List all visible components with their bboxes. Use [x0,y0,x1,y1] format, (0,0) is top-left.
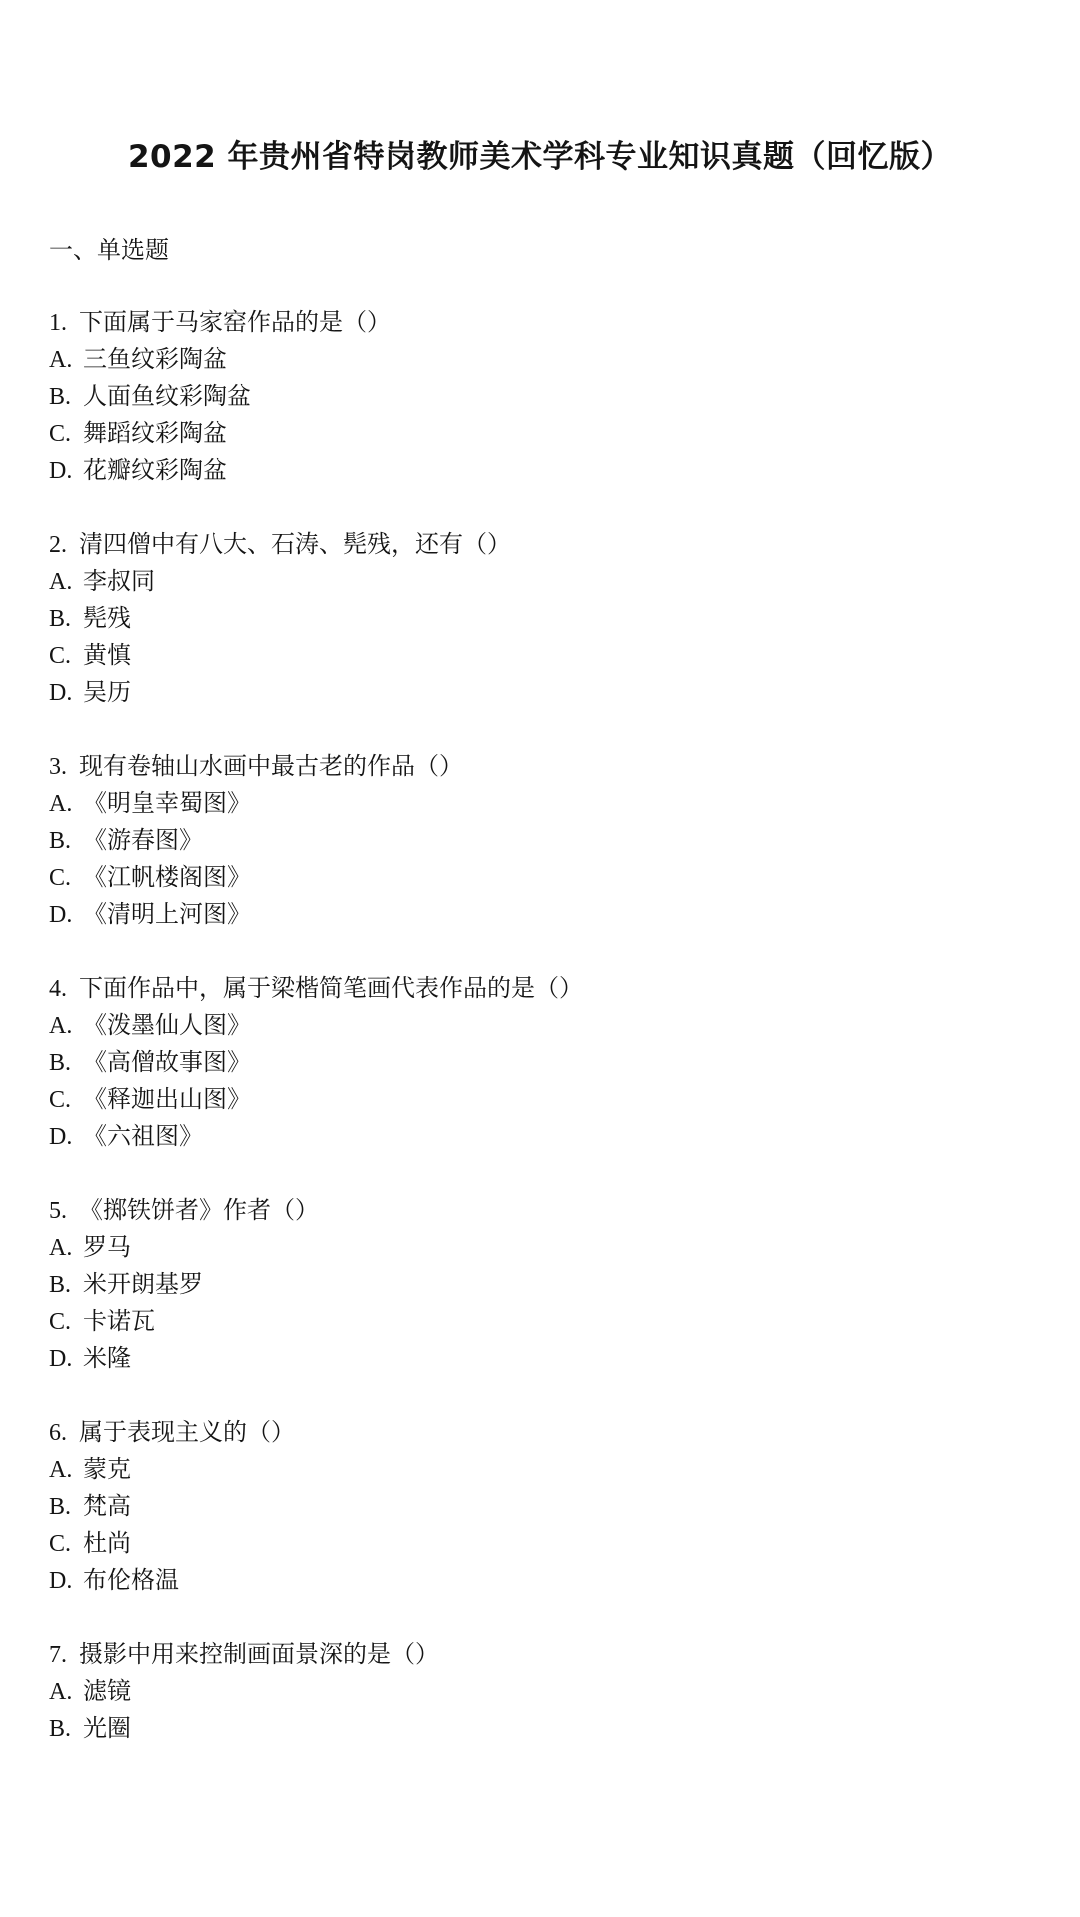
question-item [49,970,1049,1155]
question-stem [49,1636,1049,1673]
option-letter: D. [49,902,73,928]
answer-option [49,378,1049,415]
answer-option [49,341,1049,378]
question-stem [49,1414,1049,1451]
answer-option [49,1340,1049,1377]
answer-option [49,563,1049,600]
option-letter: A. [49,1013,73,1039]
question-stem [49,1192,1049,1229]
answer-option [49,859,1049,896]
answer-option [49,1562,1049,1599]
question-item [49,526,1049,711]
option-letter: D. [49,1568,73,1594]
option-letter: A. [49,1235,73,1261]
option-letter: D. [49,680,73,706]
answer-option [49,1673,1049,1710]
option-text: 《江帆楼阁图》 [83,863,251,891]
answer-option [49,1303,1049,1340]
option-letter: B. [49,1716,72,1742]
option-text: 李叔同 [83,567,155,595]
option-letter: C. [49,421,72,447]
option-text: 黄慎 [83,641,131,669]
option-letter: C. [49,1087,72,1113]
question-text: 《掷铁饼者》作者（） [79,1196,319,1224]
answer-option [49,822,1049,859]
question-number: 6. [49,1420,67,1446]
answer-option [49,896,1049,933]
option-text: 米开朗基罗 [83,1270,203,1298]
option-text: 蒙克 [83,1455,131,1483]
option-text: 吴历 [83,678,131,706]
option-letter: C. [49,643,72,669]
option-text: 《释迦出山图》 [83,1085,251,1113]
answer-option [49,785,1049,822]
option-text: 罗马 [83,1233,131,1261]
option-letter: B. [49,384,72,410]
question-text: 摄影中用来控制画面景深的是（） [79,1640,439,1668]
question-item [49,304,1049,489]
question-number: 3. [49,754,67,780]
option-text: 三鱼纹彩陶盆 [83,345,227,373]
question-number: 5. [49,1198,67,1224]
option-text: 光圈 [83,1714,131,1742]
option-text: 《高僧故事图》 [83,1048,251,1076]
option-text: 《泼墨仙人图》 [83,1011,251,1039]
answer-option [49,415,1049,452]
option-letter: B. [49,1272,72,1298]
option-letter: A. [49,1679,73,1705]
option-text: 花瓣纹彩陶盆 [83,456,227,484]
question-item [49,1414,1049,1599]
document-title: 2022 年贵州省特岗教师美术学科专业知识真题（回忆版） [127,139,953,175]
question-text: 清四僧中有八大、石涛、髡残，还有（） [79,530,511,558]
option-text: 卡诺瓦 [83,1307,155,1335]
option-text: 布伦格温 [83,1566,179,1594]
answer-option [49,600,1049,637]
option-letter: D. [49,1124,73,1150]
section-heading: 一、单选题 [49,236,169,264]
option-text: 舞蹈纹彩陶盆 [83,419,227,447]
option-text: 《清明上河图》 [83,900,251,928]
option-text: 《游春图》 [83,826,203,854]
answer-option [49,1710,1049,1747]
option-letter: A. [49,569,73,595]
question-text: 现有卷轴山水画中最古老的作品（） [79,752,463,780]
option-letter: C. [49,865,72,891]
answer-option [49,1118,1049,1155]
question-item [49,1636,1049,1747]
option-letter: A. [49,347,73,373]
option-text: 髡残 [83,604,131,632]
question-stem [49,526,1049,563]
option-text: 梵高 [83,1492,131,1520]
answer-option [49,1007,1049,1044]
option-letter: B. [49,1050,72,1076]
answer-option [49,637,1049,674]
option-text: 人面鱼纹彩陶盆 [83,382,251,410]
question-stem [49,304,1049,341]
option-letter: D. [49,1346,73,1372]
question-stem [49,970,1049,1007]
answer-option [49,674,1049,711]
option-letter: D. [49,458,73,484]
question-number: 4. [49,976,67,1002]
option-text: 杜尚 [83,1529,131,1557]
question-item [49,748,1049,933]
answer-option [49,1488,1049,1525]
answer-option [49,1451,1049,1488]
question-number: 1. [49,310,67,336]
option-letter: A. [49,1457,73,1483]
question-text: 下面属于马家窑作品的是（） [79,308,391,336]
option-text: 《六祖图》 [83,1122,203,1150]
option-letter: B. [49,1494,72,1520]
question-list [49,304,1049,1784]
option-letter: B. [49,606,72,632]
option-text: 滤镜 [83,1677,131,1705]
question-text: 属于表现主义的（） [79,1418,295,1446]
answer-option [49,1044,1049,1081]
option-letter: A. [49,791,73,817]
question-number: 2. [49,532,67,558]
question-stem [49,748,1049,785]
answer-option [49,1081,1049,1118]
answer-option [49,452,1049,489]
answer-option [49,1229,1049,1266]
option-letter: C. [49,1531,72,1557]
question-text: 下面作品中，属于梁楷简笔画代表作品的是（） [79,974,583,1002]
question-number: 7. [49,1642,67,1668]
question-item [49,1192,1049,1377]
answer-option [49,1525,1049,1562]
option-text: 米隆 [83,1344,131,1372]
option-text: 《明皇幸蜀图》 [83,789,251,817]
option-letter: C. [49,1309,72,1335]
option-letter: B. [49,828,72,854]
answer-option [49,1266,1049,1303]
